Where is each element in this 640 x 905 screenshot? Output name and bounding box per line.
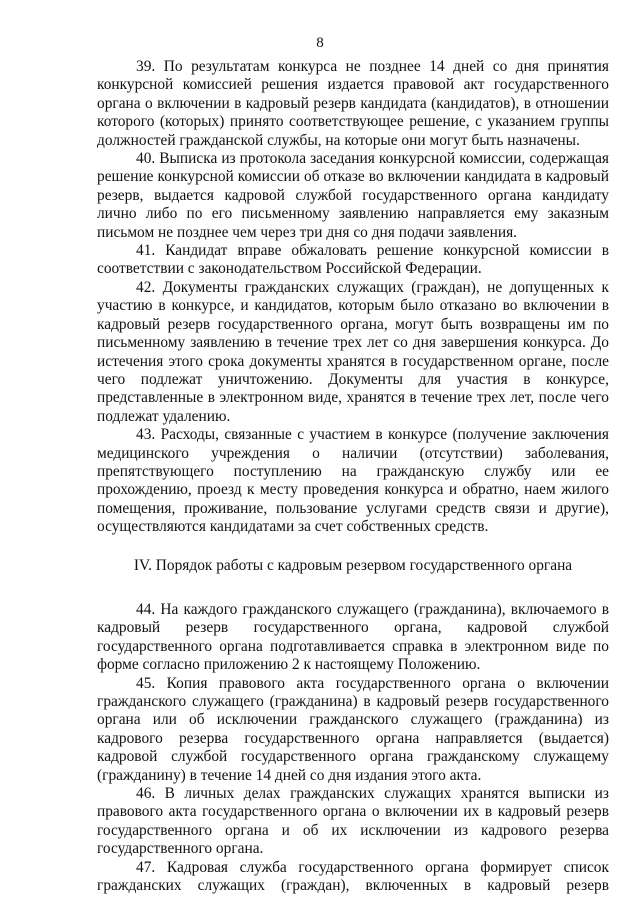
paragraph-45: 45. Копия правового акта государственного органа о включении гражданского служащего (гражданина) в кадровый резерв государственного органа или об исключении гражданского служащего (гражданина) из кадрового резерва государственного органа направляется (выдается) кадровой службой государственного органа гражданскому служащему (гражданину) в течение 14 дней со дня издания этого акта. (97, 674, 609, 784)
section-heading: IV. Порядок работы с кадровым резервом государственного органа (133, 556, 573, 574)
page-number: 8 (316, 35, 324, 51)
paragraph-47: 47. Кадровая служба государственного органа формирует список гражданских служащих (граждан), включенных в кадровый резерв (97, 858, 609, 895)
paragraph-43: 43. Расходы, связанные с участием в конкурсе (получение заключения медицинского учреждения о наличии (отсутствии) заболевания, препятствующего поступлению на гражданскую службу или ее прохождению, проезд к месту проведения конкурса и обратно, наем жилого помещения, проживание, пользование услугами средств связи и другие), осуществляются кандидатами за счет собственных средств. (97, 426, 609, 536)
paragraph-40: 40. Выписка из протокола заседания конкурсной комиссии, содержащая решение конкурсной комиссии об отказе во включении кандидата в кадровый резерв, выдается кадровой службой государственного органа кандидату лично либо по его письменному заявлению направляется ему заказным письмом не позднее чем через три дня со дня подачи заявления. (97, 150, 609, 241)
paragraph-46: 46. В личных делах гражданских служащих хранятся выписки из правового акта государственного органа о включении их в кадровый резерв государственного органа и об их исключении из кадрового резерва государственного органа. (97, 785, 609, 858)
document-body (97, 58, 609, 895)
paragraph-39: 39. По результатам конкурса не позднее 14 дней со дня принятия конкурсной комиссией решения издается правовой акт государственного органа о включении в кадровый резерв кандидата (кандидатов), в отношении которого (которых) принято соответствующее решение, с указанием группы должностей гражданской службы, на которые они могут быть назначены. (97, 58, 609, 149)
paragraph-41: 41. Кандидат вправе обжаловать решение конкурсной комиссии в соответствии с законодательством Российской Федерации. (97, 242, 609, 278)
paragraph-42: 42. Документы гражданских служащих (граждан), не допущенных к участию в конкурсе, и кандидатов, которым было отказано во включении в кадровый резерв государственного органа, могут быть возвращены им по письменному заявлению в течение трех лет со дня завершения конкурса. До истечения этого срока документы хранятся в государственном органе, после чего подлежат уничтожению. Документы для участия в конкурсе, представленные в электронном виде, хранятся в течение трех лет, после чего подлежат удалению. (97, 278, 609, 425)
paragraph-44: 44. На каждого гражданского служащего (гражданина), включаемого в кадровый резерв государственного органа, кадровой службой государственного органа подготавливается справка в электронном виде по форме согласно приложению 2 к настоящему Положению. (97, 600, 609, 674)
